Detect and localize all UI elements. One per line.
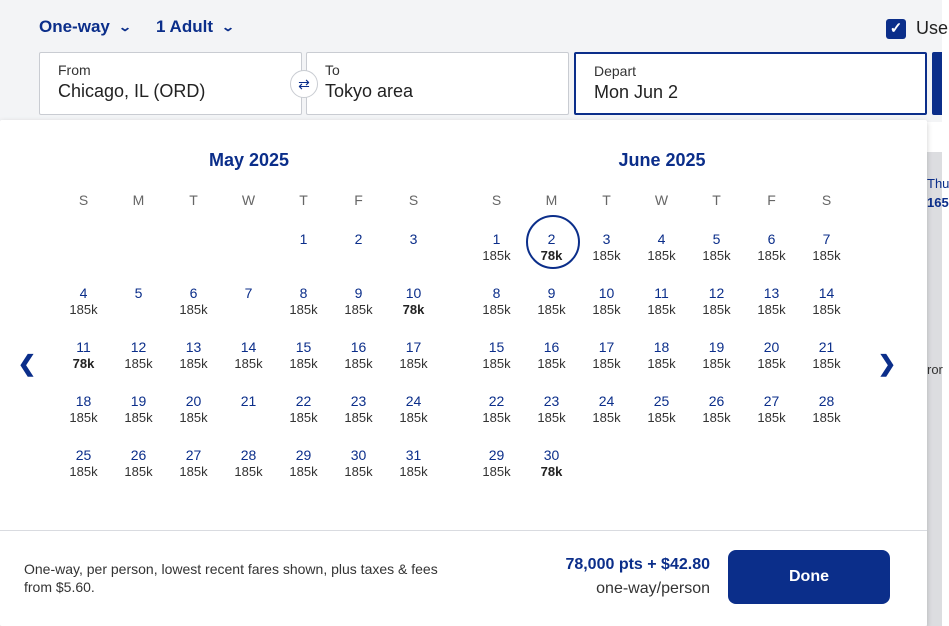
search-button[interactable] [932, 52, 942, 115]
results-background [927, 152, 949, 626]
weekday-label: T [712, 192, 721, 208]
day-price: 185k [124, 356, 153, 371]
weekday-label: T [602, 192, 611, 208]
day-cell[interactable] [331, 444, 386, 498]
day-cell[interactable] [469, 228, 524, 282]
day-price: 185k [344, 302, 373, 317]
day-cell[interactable] [111, 336, 166, 390]
day-number: 17 [405, 339, 422, 355]
day-price: 185k [812, 410, 841, 425]
day-price: 185k [647, 356, 676, 371]
day-price: 185k [344, 464, 373, 479]
day-price: 185k [179, 356, 208, 371]
use-points-toggle[interactable] [886, 18, 948, 39]
day-number: 25 [653, 393, 670, 409]
weekday-header [56, 192, 442, 210]
day-cell[interactable] [634, 390, 689, 444]
day-price: 185k [757, 302, 786, 317]
day-number: 28 [240, 447, 257, 463]
day-cell[interactable] [744, 390, 799, 444]
day-number: 30 [543, 447, 560, 463]
day-price: 185k [537, 356, 566, 371]
use-points-label: Use [916, 18, 949, 38]
day-price: 185k [647, 302, 676, 317]
day-price: 185k [592, 302, 621, 317]
day-price: 185k [592, 356, 621, 371]
month-june [469, 150, 855, 498]
day-number: 12 [130, 339, 147, 355]
depart-field[interactable] [574, 52, 927, 115]
month-title: May 2025 [208, 150, 290, 170]
day-price: 185k [757, 410, 786, 425]
day-grid [56, 228, 442, 498]
day-price: 185k [289, 356, 318, 371]
day-cell[interactable] [276, 390, 331, 444]
day-number: 20 [763, 339, 780, 355]
day-price: 185k [647, 410, 676, 425]
day-cell[interactable] [579, 282, 634, 336]
day-cell[interactable] [386, 336, 441, 390]
day-price: 185k [757, 356, 786, 371]
day-cell[interactable] [799, 336, 854, 390]
from-value: Chicago, IL (ORD) [58, 81, 206, 101]
day-cell[interactable] [276, 336, 331, 390]
day-number: 11 [76, 339, 91, 355]
day-cell[interactable] [221, 282, 276, 336]
day-cell[interactable] [221, 390, 276, 444]
selected-fare-subtext: one-way/person [596, 580, 710, 597]
day-number: 23 [543, 393, 560, 409]
day-number: 5 [134, 285, 143, 301]
day-price: 185k [482, 248, 511, 263]
day-cell[interactable] [469, 390, 524, 444]
day-number: 8 [299, 285, 308, 301]
day-cell[interactable] [221, 444, 276, 498]
day-cell[interactable] [386, 282, 441, 336]
day-number: 29 [488, 447, 505, 463]
day-number: 10 [405, 285, 422, 301]
day-number: 3 [602, 231, 611, 247]
day-cell[interactable] [331, 228, 386, 282]
day-cell[interactable] [276, 282, 331, 336]
day-cell[interactable] [166, 444, 221, 498]
day-price: 78k [540, 248, 563, 263]
chevron-down-icon: ⌄ [117, 20, 132, 34]
empty-day-cell [56, 228, 111, 282]
day-price: 185k [69, 302, 98, 317]
weekday-label: T [189, 192, 198, 208]
day-cell[interactable] [386, 228, 441, 282]
done-button[interactable]: Done [728, 550, 890, 604]
depart-value: Mon Jun 2 [594, 82, 679, 102]
day-number: 22 [295, 393, 312, 409]
to-field[interactable] [306, 52, 569, 115]
day-number: 31 [405, 447, 422, 463]
day-cell[interactable] [469, 444, 524, 498]
day-number: 5 [712, 231, 721, 247]
fare-disclaimer: One-way, per person, lowest recent fares shown, plus taxes & fees from $5.60. [24, 561, 438, 595]
weekday-label: M [545, 192, 558, 208]
month-may [56, 150, 442, 498]
day-cell[interactable] [744, 228, 799, 282]
day-cell[interactable] [524, 390, 579, 444]
day-cell[interactable] [111, 390, 166, 444]
trip-type-label: One-way [39, 17, 110, 36]
weekday-label: M [132, 192, 145, 208]
day-cell[interactable] [386, 390, 441, 444]
selected-day-cell[interactable] [524, 228, 579, 282]
day-number: 3 [409, 231, 418, 247]
day-number: 29 [295, 447, 312, 463]
day-cell[interactable] [634, 336, 689, 390]
day-number: 11 [654, 285, 669, 301]
empty-day-cell [221, 228, 276, 282]
day-price: 185k [482, 302, 511, 317]
day-cell[interactable] [799, 228, 854, 282]
day-cell[interactable] [689, 390, 744, 444]
day-number: 2 [354, 231, 363, 247]
weekday-label: T [299, 192, 308, 208]
day-number: 4 [79, 285, 88, 301]
day-number: 15 [295, 339, 312, 355]
day-price: 185k [592, 248, 621, 263]
passengers-label: 1 Adult [156, 17, 213, 36]
divider [0, 530, 927, 531]
day-cell[interactable] [524, 336, 579, 390]
day-price: 185k [757, 248, 786, 263]
passengers-dropdown[interactable] [156, 17, 236, 37]
day-cell[interactable] [111, 444, 166, 498]
checkmark-icon[interactable]: ✓ [886, 19, 906, 39]
weekday-label: W [654, 192, 669, 208]
peek-text: 165 [927, 195, 949, 210]
day-price: 185k [399, 410, 428, 425]
day-number: 17 [598, 339, 615, 355]
day-number: 20 [185, 393, 202, 409]
day-cell[interactable] [386, 444, 441, 498]
day-number: 12 [708, 285, 725, 301]
day-cell[interactable] [689, 336, 744, 390]
day-number: 21 [240, 393, 257, 409]
day-cell[interactable] [689, 282, 744, 336]
day-cell[interactable] [221, 336, 276, 390]
from-field[interactable] [39, 52, 302, 115]
day-cell[interactable] [56, 444, 111, 498]
day-price: 185k [234, 356, 263, 371]
search-bar [0, 0, 949, 122]
day-number: 19 [130, 393, 147, 409]
day-price: 185k [289, 302, 318, 317]
chevron-left-icon[interactable]: ❮ [17, 351, 37, 376]
day-price: 185k [179, 464, 208, 479]
date-picker-panel [0, 120, 927, 626]
day-number: 24 [405, 393, 422, 409]
peek-text: ror [927, 362, 943, 377]
day-price: 185k [179, 410, 208, 425]
day-grid [469, 228, 855, 498]
day-number: 6 [767, 231, 776, 247]
day-price: 185k [124, 464, 153, 479]
day-number: 22 [488, 393, 505, 409]
day-cell[interactable] [331, 336, 386, 390]
day-cell[interactable] [56, 282, 111, 336]
day-cell[interactable] [799, 390, 854, 444]
day-cell[interactable] [276, 228, 331, 282]
day-price: 185k [482, 356, 511, 371]
day-price: 185k [812, 302, 841, 317]
swap-arrows-icon[interactable]: ⇄ [290, 70, 318, 98]
day-price: 185k [537, 302, 566, 317]
day-number: 13 [185, 339, 202, 355]
day-number: 28 [818, 393, 835, 409]
day-cell[interactable] [579, 390, 634, 444]
day-price: 185k [69, 410, 98, 425]
day-number: 30 [350, 447, 367, 463]
day-price: 185k [399, 464, 428, 479]
chevron-down-icon: ⌄ [220, 20, 236, 34]
day-cell[interactable] [634, 282, 689, 336]
day-number: 27 [185, 447, 202, 463]
chevron-right-icon[interactable]: ❯ [877, 351, 897, 376]
day-number: 8 [492, 285, 501, 301]
empty-day-cell [166, 228, 221, 282]
day-number: 6 [189, 285, 198, 301]
day-cell[interactable] [331, 282, 386, 336]
day-price: 185k [702, 302, 731, 317]
day-number: 25 [75, 447, 92, 463]
day-cell[interactable] [56, 336, 111, 390]
day-number: 14 [240, 339, 257, 355]
day-number: 13 [763, 285, 780, 301]
day-price: 185k [69, 464, 98, 479]
day-price: 185k [482, 410, 511, 425]
weekday-label: S [408, 192, 419, 208]
day-price: 185k [124, 410, 153, 425]
day-price: 185k [289, 464, 318, 479]
day-number: 10 [598, 285, 615, 301]
day-price: 78k [72, 356, 95, 371]
weekday-header [469, 192, 855, 210]
day-number: 2 [547, 231, 556, 247]
day-number: 7 [822, 231, 831, 247]
weekday-label: F [767, 192, 776, 208]
day-number: 9 [547, 285, 556, 301]
day-number: 26 [708, 393, 725, 409]
day-cell[interactable] [579, 228, 634, 282]
day-number: 23 [350, 393, 367, 409]
day-price: 185k [702, 248, 731, 263]
day-cell[interactable] [744, 336, 799, 390]
trip-type-dropdown[interactable] [39, 17, 130, 37]
selected-fare-points: 78,000 pts + $42.80 [565, 556, 710, 573]
day-cell[interactable] [166, 390, 221, 444]
day-number: 15 [488, 339, 505, 355]
to-value: Tokyo area [325, 81, 414, 101]
day-number: 1 [492, 231, 501, 247]
day-cell[interactable] [579, 336, 634, 390]
day-price: 185k [812, 248, 841, 263]
empty-day-cell [111, 228, 166, 282]
day-cell[interactable] [744, 282, 799, 336]
day-number: 16 [543, 339, 560, 355]
weekday-label: S [491, 192, 502, 208]
to-label: To [325, 62, 340, 78]
day-cell[interactable] [111, 282, 166, 336]
peek-text: Thu [927, 176, 949, 191]
day-number: 14 [818, 285, 835, 301]
day-price: 185k [702, 410, 731, 425]
day-price: 185k [537, 410, 566, 425]
weekday-label: W [241, 192, 256, 208]
day-cell[interactable] [469, 282, 524, 336]
from-label: From [58, 62, 91, 78]
day-cell[interactable] [524, 282, 579, 336]
weekday-label: F [354, 192, 363, 208]
day-number: 27 [763, 393, 780, 409]
day-number: 1 [299, 231, 308, 247]
day-price: 185k [234, 464, 263, 479]
day-cell[interactable] [166, 336, 221, 390]
day-price: 185k [344, 410, 373, 425]
day-price: 185k [399, 356, 428, 371]
day-number: 19 [708, 339, 725, 355]
day-price: 185k [344, 356, 373, 371]
day-price: 185k [179, 302, 208, 317]
day-price: 78k [540, 464, 563, 479]
day-number: 7 [244, 285, 253, 301]
day-cell[interactable] [799, 282, 854, 336]
day-price: 78k [402, 302, 425, 317]
day-cell[interactable] [276, 444, 331, 498]
day-price: 185k [647, 248, 676, 263]
day-cell[interactable] [469, 336, 524, 390]
day-number: 18 [653, 339, 670, 355]
day-number: 16 [350, 339, 367, 355]
day-cell[interactable] [524, 444, 579, 498]
day-number: 21 [818, 339, 835, 355]
day-number: 4 [657, 231, 666, 247]
day-cell[interactable] [166, 282, 221, 336]
day-price: 185k [702, 356, 731, 371]
day-price: 185k [592, 410, 621, 425]
day-price: 185k [482, 464, 511, 479]
day-cell[interactable] [689, 228, 744, 282]
day-number: 9 [354, 285, 363, 301]
depart-label: Depart [594, 63, 637, 79]
day-cell[interactable] [331, 390, 386, 444]
day-price: 185k [289, 410, 318, 425]
day-price: 185k [812, 356, 841, 371]
month-title: June 2025 [618, 150, 706, 170]
weekday-label: S [821, 192, 832, 208]
day-number: 26 [130, 447, 147, 463]
day-number: 18 [75, 393, 92, 409]
day-cell[interactable] [634, 228, 689, 282]
day-number: 24 [598, 393, 615, 409]
day-cell[interactable] [56, 390, 111, 444]
weekday-label: S [78, 192, 89, 208]
